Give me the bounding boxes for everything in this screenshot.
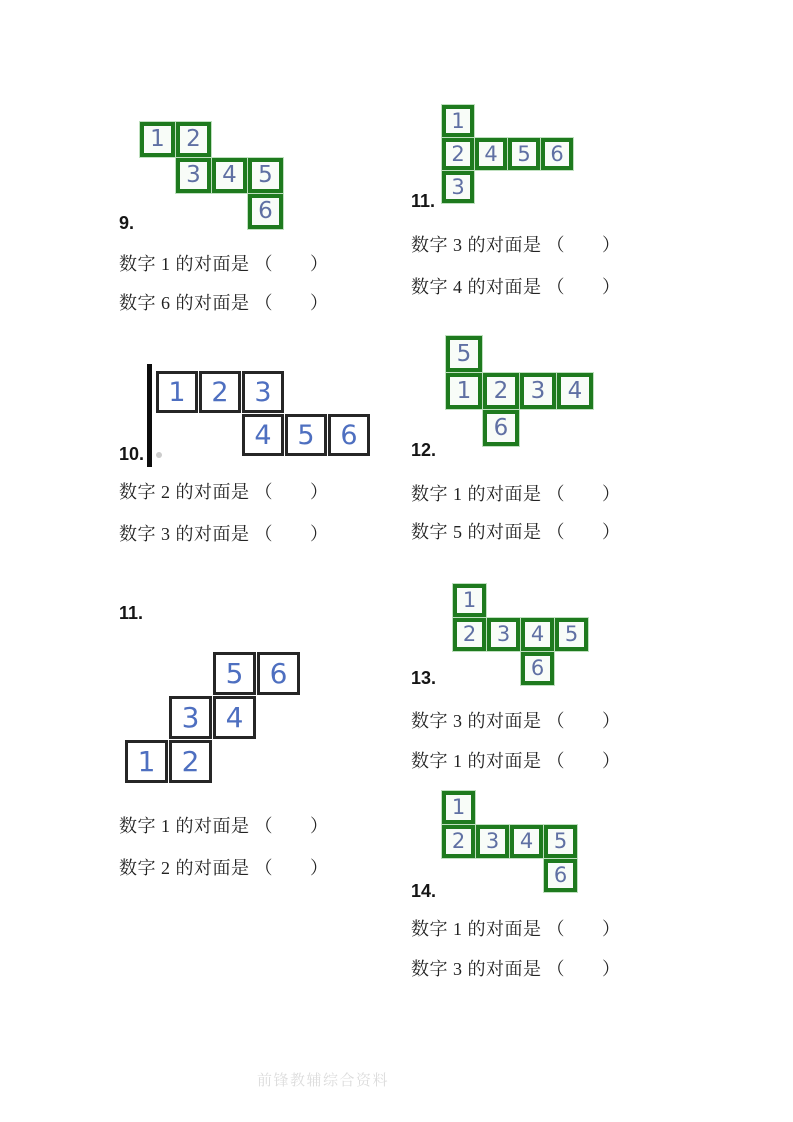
question-line: 数字 1 的对面是 （ ） [411, 919, 621, 939]
net-cell: 6 [328, 414, 370, 456]
question-line: 数字 2 的对面是 （ ） [119, 482, 329, 502]
net-cell: 3 [442, 171, 474, 203]
net-cell: 4 [510, 825, 543, 858]
net-cell: 1 [442, 105, 474, 137]
net-cell: 1 [156, 371, 198, 413]
net-cell: 5 [555, 618, 588, 651]
question-line: 数字 2 的对面是 （ ） [119, 858, 329, 878]
net-cell: 2 [483, 373, 519, 409]
text-cursor-bar [147, 364, 152, 467]
question-line: 数字 3 的对面是 （ ） [411, 711, 621, 731]
net-cell: 4 [521, 618, 554, 651]
problem-label-12: 12. [411, 440, 437, 460]
net-cell: 4 [475, 138, 507, 170]
net-cell: 5 [544, 825, 577, 858]
net-cell: 6 [257, 652, 300, 695]
problem-label-10: 10. [119, 444, 145, 464]
net-cell: 6 [248, 194, 283, 229]
net-cell: 4 [242, 414, 284, 456]
problem-label-14: 14. [411, 881, 437, 901]
net-cell: 1 [125, 740, 168, 783]
page-watermark: 前锋教辅综合资料 [257, 1072, 390, 1089]
net-cell: 4 [557, 373, 593, 409]
problem-label-13: 13. [411, 668, 437, 688]
question-line: 数字 3 的对面是 （ ） [411, 235, 621, 255]
net-cell: 1 [442, 791, 475, 824]
cube-net-9 [140, 122, 283, 229]
net-cell: 5 [446, 336, 482, 372]
net-cell: 1 [140, 122, 175, 157]
cube-net-14 [442, 791, 577, 892]
cube-net-12 [446, 336, 593, 446]
cube-net-13 [453, 584, 588, 685]
cube-net-11-right [442, 105, 573, 203]
net-cell: 2 [176, 122, 211, 157]
net-cell: 5 [285, 414, 327, 456]
net-cell: 5 [508, 138, 540, 170]
cube-net-11-left [125, 652, 300, 783]
question-line: 数字 3 的对面是 （ ） [119, 524, 329, 544]
net-cell: 6 [544, 859, 577, 892]
net-cell: 2 [199, 371, 241, 413]
question-line: 数字 5 的对面是 （ ） [411, 522, 621, 542]
cube-net-10 [156, 371, 370, 456]
net-cell: 2 [442, 825, 475, 858]
question-line: 数字 3 的对面是 （ ） [411, 959, 621, 979]
problem-label-9: 9. [119, 213, 135, 233]
net-cell: 3 [169, 696, 212, 739]
net-cell: 2 [453, 618, 486, 651]
net-cell: 3 [242, 371, 284, 413]
net-cell: 4 [212, 158, 247, 193]
question-line: 数字 1 的对面是 （ ） [119, 816, 329, 836]
question-line: 数字 1 的对面是 （ ） [411, 751, 621, 771]
net-cell: 3 [520, 373, 556, 409]
net-cell: 2 [169, 740, 212, 783]
question-line: 数字 4 的对面是 （ ） [411, 277, 621, 297]
problem-label-11-right: 11. [411, 191, 436, 211]
net-cell: 6 [541, 138, 573, 170]
net-cell: 5 [248, 158, 283, 193]
question-line: 数字 1 的对面是 （ ） [119, 254, 329, 274]
problem-label-11-left: 11. [119, 603, 144, 623]
net-cell: 6 [483, 410, 519, 446]
question-line: 数字 6 的对面是 （ ） [119, 293, 329, 313]
question-line: 数字 1 的对面是 （ ） [411, 484, 621, 504]
net-cell: 1 [453, 584, 486, 617]
net-cell: 5 [213, 652, 256, 695]
net-cell: 3 [176, 158, 211, 193]
net-cell: 3 [476, 825, 509, 858]
net-cell: 1 [446, 373, 482, 409]
net-cell: 2 [442, 138, 474, 170]
net-cell: 3 [487, 618, 520, 651]
net-cell: 4 [213, 696, 256, 739]
net-cell: 6 [521, 652, 554, 685]
